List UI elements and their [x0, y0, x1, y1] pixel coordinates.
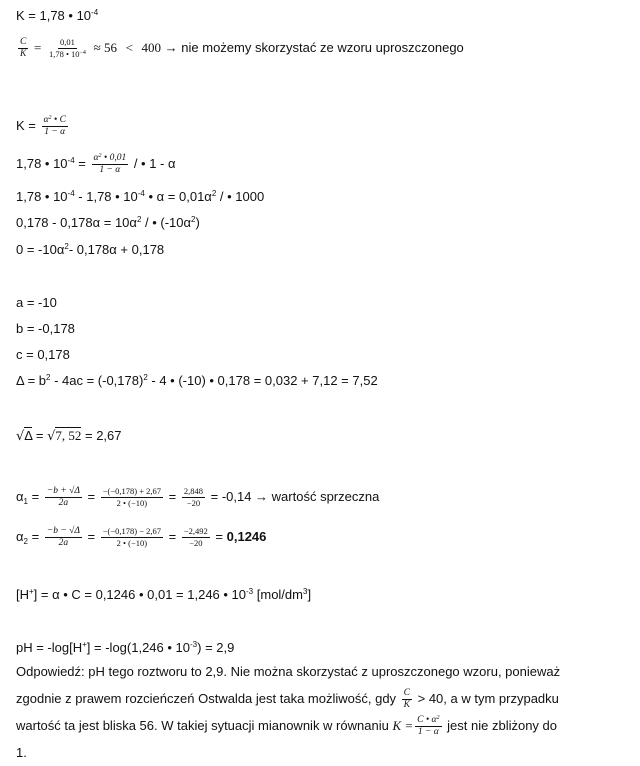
fraction-denominator: −20	[186, 498, 201, 508]
quadratic-line	[16, 242, 164, 258]
term-c: )	[195, 215, 200, 230]
term-c: • α = 0,01α	[144, 189, 212, 204]
term-b: ] = -log(1,246 • 10	[86, 640, 190, 655]
k-equals: K =	[392, 718, 414, 733]
alpha1-result: = -0,14 → wartość sprzeczna	[207, 488, 380, 504]
hydrogen-ion-line	[16, 587, 311, 603]
fraction-numerator: 0,01	[60, 37, 75, 47]
radical-sign: √	[16, 429, 25, 444]
exp-c: 2	[211, 189, 217, 198]
scaled-line	[16, 215, 200, 231]
fraction-numerator: C	[403, 688, 411, 699]
coef-a: a = -10	[16, 295, 57, 310]
term-b: / • (-10α	[141, 215, 192, 230]
delta-line	[16, 373, 378, 389]
term-a: 1,78 • 10	[16, 189, 68, 204]
alpha2-result: 0,1246	[226, 528, 267, 544]
alpha: α	[93, 153, 99, 163]
radicand-delta: Δ	[24, 428, 33, 443]
radical-sign: √	[47, 429, 56, 444]
ratio-check-line	[16, 38, 464, 59]
equals-sign: =	[211, 528, 227, 544]
exp-b: -4	[137, 189, 145, 198]
equals-sign: =	[74, 155, 90, 171]
answer-paragraph	[16, 658, 626, 766]
exp-b: -3	[246, 587, 254, 596]
fraction-numerator: −b + √Δ	[46, 486, 80, 496]
fraction-numerator: 2,848	[183, 486, 203, 496]
radicand-value: 7, 52	[55, 428, 82, 443]
coef-c: c = 0,178	[16, 347, 70, 362]
fraction-denominator: 1 − α	[417, 727, 439, 738]
answer-line-2	[16, 685, 626, 712]
answer-line-4: 1.	[16, 745, 27, 760]
k-value-line	[16, 8, 98, 24]
formula-fraction	[45, 527, 82, 548]
times-c: • C	[51, 115, 66, 125]
fraction-numerator: −b − √Δ	[46, 526, 80, 536]
fraction-numerator: −(−0,178) − 2,67	[102, 526, 162, 536]
c-over-k-fraction	[402, 689, 412, 710]
less-than-sign: <	[125, 39, 133, 55]
k-lhs: K =	[16, 117, 40, 133]
fraction-denominator: −20	[189, 538, 203, 548]
sqrt-result: = 2,67	[81, 428, 122, 443]
k-value: K = 1,78 • 10	[16, 8, 92, 23]
exp-a: 2	[46, 373, 51, 382]
exp-a: 2	[136, 215, 142, 224]
alpha-exponent: 2	[48, 115, 52, 121]
sqrt-delta-line	[16, 428, 122, 445]
fraction-denominator: 1 − α	[99, 165, 121, 175]
k-formula-fraction	[415, 716, 441, 737]
text-part: zgodnie z prawem rozcieńczeń Ostwalda jest taka możliwość, gdy	[16, 691, 400, 706]
expanded-line	[16, 189, 264, 205]
answer-line-3	[16, 712, 626, 739]
fraction-denominator	[47, 49, 88, 59]
k-number: 1,78 • 10	[16, 155, 68, 171]
alpha-symbol: α	[16, 488, 24, 504]
approx-value: ≈ 56	[93, 39, 117, 55]
formula-fraction	[45, 487, 82, 508]
equals-sign: =	[33, 39, 42, 55]
substituted-fraction	[101, 487, 163, 508]
alpha-symbol: α	[16, 528, 24, 544]
term-b: ] = α • C = 0,1246 • 0,01 = 1,246 • 10	[33, 587, 247, 602]
fraction-numerator	[415, 716, 441, 727]
unit-exp: 3	[302, 587, 308, 596]
term-a: 0 = -10α	[16, 242, 65, 257]
term-c: ) = 2,9	[197, 640, 235, 655]
unit-close: ]	[307, 587, 312, 602]
text-part: wartość ta jest bliska 56. W takiej sytuacji mianownik w równaniu	[16, 718, 393, 733]
text-part: jest nie zbliżony do	[443, 718, 557, 733]
exp-b: -3	[190, 640, 198, 649]
den-exponent: −4	[79, 50, 86, 56]
operation-note: / • 1 - α	[130, 155, 176, 171]
fraction-denominator: 2 • (−10)	[116, 538, 148, 548]
unit: [mol/dm	[253, 587, 303, 602]
substituted-fraction	[101, 527, 163, 548]
exp-a: -4	[67, 189, 75, 198]
ph-line	[16, 640, 234, 656]
term-c: - 4 • (-10) • 0,178 = 0,032 + 7,12 = 7,52	[147, 373, 378, 388]
k-exponent: -4	[67, 155, 75, 165]
charge: +	[82, 640, 87, 649]
coef-b: b = -0,178	[16, 321, 75, 336]
term-a: [H	[16, 587, 29, 602]
answer-line-1: Odpowiedź: pH tego roztworu to 2,9. Nie można skorzystać z uproszczonego wzoru, ponieważ	[16, 664, 561, 679]
num-base: C • α	[417, 715, 437, 726]
alpha-exponent: 2	[98, 153, 102, 159]
computed-fraction	[182, 487, 205, 508]
alpha: α	[43, 115, 49, 125]
alpha-subscript: 1	[23, 496, 28, 506]
equals-sign: =	[32, 428, 48, 443]
fraction-denominator: 2 • (−10)	[116, 498, 148, 508]
term-b: - 1,78 • 10	[74, 189, 138, 204]
fraction-denominator: K	[20, 49, 27, 59]
computed-fraction	[182, 527, 210, 548]
fraction-denominator: 2a	[58, 538, 69, 548]
num-exp: 2	[436, 715, 440, 722]
fraction-denominator: K	[403, 700, 411, 711]
k-formula-line	[16, 116, 70, 137]
fraction-denominator: 1 − α	[44, 127, 66, 137]
fraction-denominator: 2a	[58, 498, 69, 508]
threshold-value: 400	[141, 39, 162, 55]
text-part: > 40, a w tym przypadku	[414, 691, 559, 706]
exp-b: 2	[191, 215, 196, 224]
den-base: 1,78 • 10	[48, 49, 80, 59]
exp-b: 2	[143, 373, 148, 382]
term-b: - 0,178α + 0,178	[68, 242, 165, 257]
substitution-fraction	[92, 154, 129, 175]
term-a: Δ = b	[16, 373, 47, 388]
c-over-k-fraction	[18, 38, 28, 59]
ratio-conclusion: → nie możemy skorzystać ze wzoru uproszczonego	[164, 39, 464, 55]
ratio-fraction	[47, 38, 88, 59]
k-formula-fraction	[42, 116, 68, 137]
fraction-numerator: −(−0,178) + 2,67	[102, 486, 162, 496]
k-exponent: -4	[91, 8, 99, 17]
exp-a: 2	[64, 242, 69, 251]
alpha-subscript: 2	[23, 536, 28, 546]
fraction-numerator: −2,492	[183, 526, 208, 536]
substitution-line	[16, 154, 176, 175]
fraction-numerator	[92, 154, 129, 165]
term-a: pH = -log[H	[16, 640, 83, 655]
term-d: / • 1000	[216, 189, 265, 204]
alpha2-line: $\alpha_2$ = $\frac{-b - √\Delta}{2a}$ = $\frac{-(-0,178) - 2,67}{2 • (-10)}$ = $\frac{-2,492}{-20}$ = 0,1246	[16, 526, 267, 548]
charge: +	[29, 587, 34, 596]
term-a: 0,178 - 0,178α = 10α	[16, 215, 137, 230]
term-b: - 4ac = (-0,178)	[50, 373, 144, 388]
fraction-numerator: C	[20, 37, 27, 47]
fraction-numerator	[42, 116, 68, 127]
times-concentration: • 0,01	[101, 153, 127, 163]
alpha1-line: $\alpha_1$ = $\frac{-b + √\Delta}{2a}$ = $\frac{-(-0,178) + 2,67}{2 • (-10)}$ = $\frac{2,848}{-20}$ = -0,14 → wartość sprzeczna	[16, 486, 380, 508]
